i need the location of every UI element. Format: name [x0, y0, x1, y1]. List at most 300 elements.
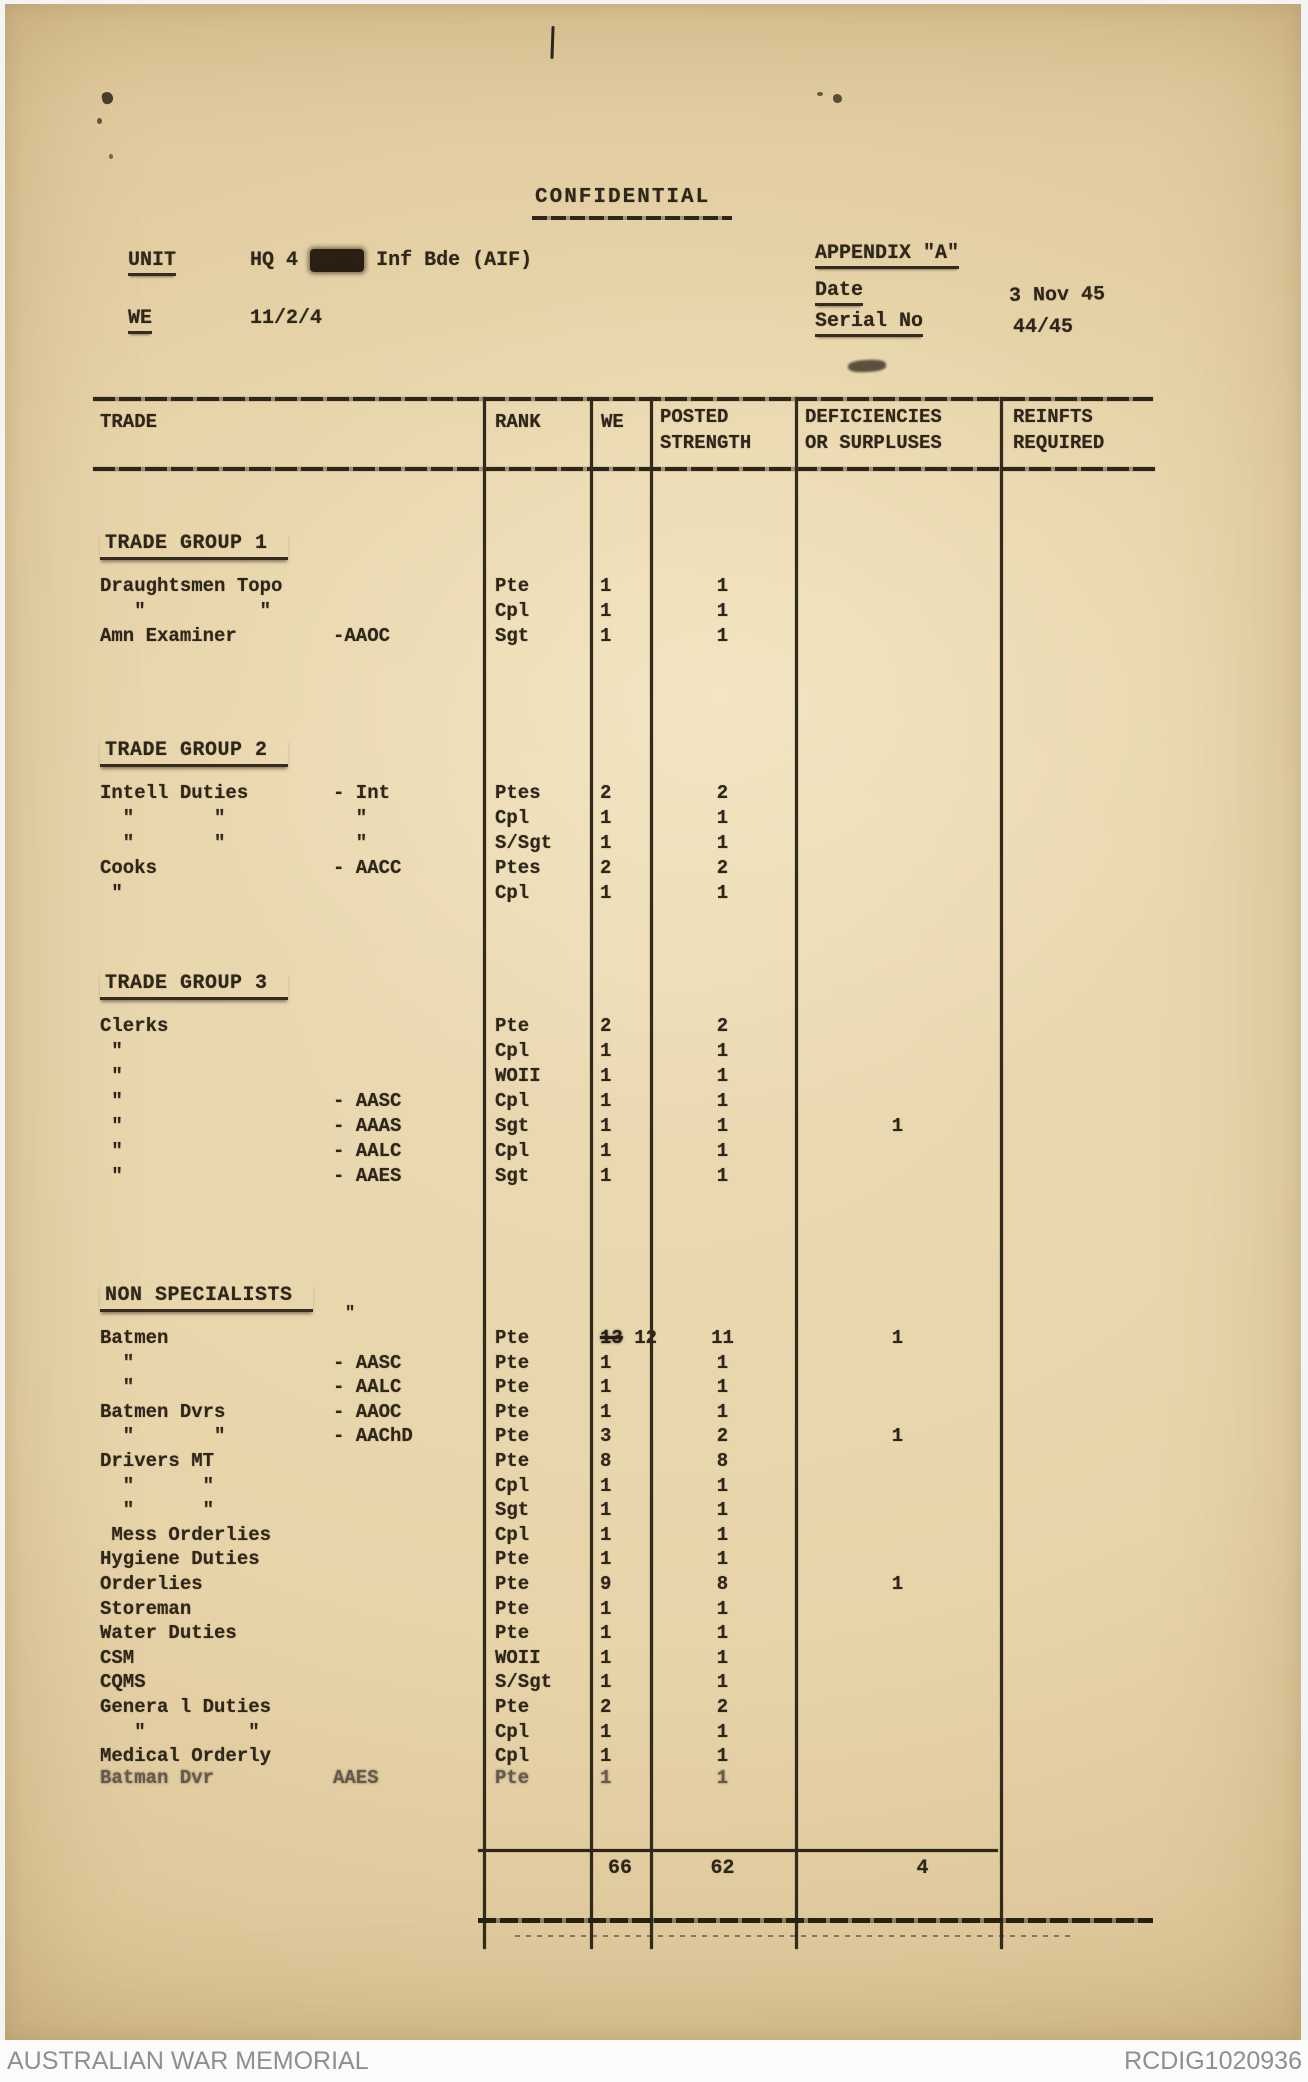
reinforcements-cell	[1000, 781, 1148, 806]
trade-label: Batmen	[100, 1327, 169, 1349]
trade-cell	[95, 1597, 483, 1622]
we-cell	[590, 1400, 650, 1425]
we-cell	[590, 1646, 650, 1671]
posted-strength-cell: 1	[716, 1745, 729, 1768]
trade-label: ″	[100, 882, 123, 904]
rank-cell: WOII	[495, 1646, 541, 1669]
rank-cell: Cpl	[495, 1474, 530, 1497]
trade-cell	[95, 1498, 483, 1523]
we-value: 1	[600, 1597, 612, 1620]
posted-strength-cell: 8	[716, 1449, 729, 1472]
ink-blemish	[97, 118, 102, 124]
deficiency-cell	[795, 1474, 1000, 1499]
we-cell	[590, 1449, 650, 1474]
we-value: 1	[600, 1115, 612, 1137]
we-cell	[590, 1695, 650, 1720]
we-value: 12	[634, 1327, 658, 1349]
rank-cell: Cpl	[495, 1140, 530, 1162]
column-header-trade: TRADE	[100, 411, 158, 433]
table-row	[95, 1400, 1153, 1425]
trade-label: Cooks	[100, 857, 158, 879]
table-row	[95, 1039, 1153, 1064]
trade-label: ″	[100, 1165, 123, 1187]
deficiency-cell	[795, 1695, 1000, 1720]
we-row	[128, 307, 322, 334]
trade-label: ″ ″	[100, 1499, 215, 1522]
trade-label: CSM	[100, 1646, 135, 1669]
we-cell	[590, 624, 650, 649]
deficiency-cell: 1	[891, 1572, 904, 1595]
trade-cell	[95, 1326, 483, 1351]
posted-strength-cell: 1	[716, 600, 729, 622]
reinforcements-cell	[1000, 881, 1148, 906]
reinforcements-cell	[1000, 1597, 1148, 1622]
trade-cell	[95, 1646, 483, 1671]
table-row	[95, 1597, 1153, 1622]
posted-strength-cell: 1	[716, 1720, 729, 1743]
trade-cell	[95, 1400, 483, 1425]
we-value: 1	[600, 600, 612, 622]
trade-cell	[95, 1064, 483, 1089]
corps-label: ″	[333, 807, 368, 829]
we-cell	[590, 1014, 650, 1039]
deficiency-cell	[795, 1547, 1000, 1572]
we-cell	[590, 831, 650, 856]
table-row	[95, 781, 1153, 806]
table-row	[95, 1089, 1153, 1114]
deficiency-cell	[795, 881, 1000, 906]
we-cell	[590, 806, 650, 831]
reinforcements-cell	[1000, 806, 1148, 831]
rank-cell: Cpl	[495, 1745, 530, 1768]
posted-strength-cell: 2	[716, 782, 729, 804]
we-value: 11/2/4	[250, 307, 323, 330]
serial-value: 44/45	[1013, 316, 1074, 339]
trade-label: Medical Orderly	[100, 1745, 272, 1768]
corps-label: -AAOC	[333, 625, 391, 647]
table-row	[95, 1646, 1153, 1671]
corps-label: ″	[333, 832, 368, 854]
table-row	[95, 1621, 1153, 1646]
corps-label: - AAES	[333, 1165, 402, 1187]
table-row	[95, 1720, 1153, 1745]
we-cell	[590, 1498, 650, 1523]
rank-cell: Ptes	[495, 782, 541, 804]
we-value: 1	[600, 1548, 612, 1571]
trade-label: Water Duties	[100, 1622, 237, 1645]
trade-cell	[95, 1523, 483, 1548]
reinforcements-cell	[1000, 1351, 1148, 1376]
corps-label: - AACC	[333, 857, 402, 879]
table-row	[95, 831, 1153, 856]
trade-cell	[95, 1547, 483, 1572]
we-value: 1	[600, 1065, 612, 1087]
ink-blemish	[817, 92, 823, 96]
table-row	[95, 1424, 1153, 1449]
rank-cell: Cpl	[495, 1720, 530, 1743]
posted-strength-cell: 1	[716, 1140, 729, 1162]
rank-cell: Pte	[495, 1572, 530, 1595]
table-row	[95, 599, 1153, 624]
we-cell	[590, 1064, 650, 1089]
rank-cell: Cpl	[495, 600, 530, 622]
deficiency-cell	[795, 1498, 1000, 1523]
rank-cell: Pte	[495, 575, 530, 597]
we-cell	[590, 1572, 650, 1597]
column-header-posted-strength: POSTED STRENGTH	[660, 406, 752, 454]
rank-cell: Pte	[495, 1351, 530, 1374]
posted-strength-cell: 2	[716, 857, 729, 879]
trade-label: ″ ″	[100, 1720, 260, 1743]
we-cell	[590, 1523, 650, 1548]
deficiency-cell	[795, 831, 1000, 856]
we-value: 1	[600, 1351, 612, 1374]
rank-cell: Pte	[495, 1425, 530, 1448]
posted-strength-cell: 1	[716, 1671, 729, 1694]
posted-strength-cell: 1	[716, 1474, 729, 1497]
reinforcements-cell	[1000, 1621, 1148, 1646]
we-cell	[590, 1326, 658, 1351]
trade-label: Drivers MT	[100, 1449, 215, 1472]
we-value: 3	[600, 1425, 612, 1448]
trade-cell	[95, 1424, 483, 1449]
table-row	[95, 1523, 1153, 1548]
trade-group	[95, 972, 1153, 1189]
reinforcements-cell	[1000, 1766, 1148, 1791]
scanned-document-page	[5, 4, 1301, 2040]
reinforcements-cell	[1000, 1375, 1148, 1400]
table-header-border	[93, 467, 1155, 471]
table-row	[95, 1164, 1153, 1189]
we-value: 1	[600, 1376, 612, 1399]
appendix-label: APPENDIX "A"	[815, 242, 959, 269]
table-row	[95, 1670, 1153, 1695]
we-cell	[590, 599, 650, 624]
posted-strength-cell: 1	[716, 1400, 729, 1423]
corps-label: - AASC	[333, 1351, 402, 1374]
trade-cell	[95, 831, 483, 856]
corps-label: - AAChD	[333, 1425, 413, 1448]
posted-strength-cell: 1	[716, 882, 729, 904]
trade-label: ″ ″	[100, 807, 226, 829]
trade-cell	[95, 1164, 483, 1189]
corps-label: - AALC	[333, 1140, 402, 1162]
group-heading: TRADE GROUP 3	[100, 972, 288, 1000]
rank-cell: Ptes	[495, 857, 541, 879]
corps-label: - AAOC	[333, 1400, 402, 1423]
trade-cell	[95, 1670, 483, 1695]
table-row	[95, 624, 1153, 649]
reinforcements-cell	[1000, 1424, 1148, 1449]
we-value: 1	[600, 882, 612, 904]
reinforcements-cell	[1000, 1523, 1148, 1548]
we-value: 2	[600, 857, 612, 879]
deficiency-cell	[795, 1164, 1000, 1189]
trade-label: Storeman	[100, 1597, 192, 1620]
reinforcements-cell	[1000, 599, 1148, 624]
reinforcements-cell	[1000, 1139, 1148, 1164]
group-heading: NON SPECIALISTS	[100, 1284, 313, 1312]
trade-label: CQMS	[100, 1671, 146, 1694]
trade-label: Batmen Dvrs	[100, 1400, 226, 1423]
trade-cell	[95, 1139, 483, 1164]
we-value: 1	[600, 1766, 612, 1789]
trade-label: ″ ″	[100, 832, 226, 854]
we-value: 1	[600, 1165, 612, 1187]
reinforcements-cell	[1000, 1400, 1148, 1425]
reinforcements-cell	[1000, 1449, 1148, 1474]
deficiency-cell	[795, 1646, 1000, 1671]
trade-cell	[95, 1474, 483, 1499]
totals-top-rule	[478, 1849, 998, 1852]
trade-cell	[95, 1572, 483, 1597]
we-value: 1	[600, 1523, 612, 1546]
column-header-reinforcements: REINFTS REQUIRED	[1013, 406, 1105, 454]
reinforcements-cell	[1000, 1014, 1148, 1039]
trade-label: ″	[100, 1351, 135, 1374]
deficiency-cell	[795, 599, 1000, 624]
we-cell	[590, 1351, 650, 1376]
trade-group	[95, 532, 1153, 649]
we-value: 1	[600, 1745, 612, 1768]
we-value: 1	[600, 575, 612, 597]
rank-cell: Sgt	[495, 1115, 530, 1137]
reinforcements-cell	[1000, 1498, 1148, 1523]
strength-table	[95, 397, 1153, 1967]
trade-label: Amn Examiner	[100, 625, 237, 647]
ink-blemish	[833, 94, 842, 103]
rank-cell: Pte	[495, 1327, 530, 1349]
totals-bottom-rule	[478, 1918, 1153, 1923]
column-header-we: WE	[601, 411, 624, 433]
deficiency-cell	[795, 806, 1000, 831]
trade-group	[95, 1284, 1153, 1790]
we-value: 1	[600, 1400, 612, 1423]
archive-reference-id: RCDIG1020936	[1124, 2047, 1302, 2075]
we-value: 8	[600, 1449, 612, 1472]
we-cell	[590, 1547, 650, 1572]
deficiency-cell	[795, 856, 1000, 881]
ink-blemish	[550, 26, 554, 59]
table-row	[95, 1449, 1153, 1474]
trade-cell	[95, 624, 483, 649]
rank-cell: Sgt	[495, 625, 530, 647]
reinforcements-cell	[1000, 856, 1148, 881]
deficiency-cell	[795, 1014, 1000, 1039]
total-we: 66	[607, 1857, 632, 1880]
deficiency-cell	[795, 1139, 1000, 1164]
trade-label: ″	[100, 1090, 123, 1112]
trade-cell	[95, 574, 483, 599]
posted-strength-cell: 2	[716, 1695, 729, 1718]
table-row	[95, 1064, 1153, 1089]
posted-strength-cell: 1	[716, 1597, 729, 1620]
trade-cell	[95, 599, 483, 624]
corps-label: AAES	[333, 1766, 379, 1789]
posted-strength-cell: 1	[716, 1165, 729, 1187]
rank-cell: Pte	[495, 1695, 530, 1718]
posted-strength-cell: 8	[716, 1572, 729, 1595]
posted-strength-cell: 1	[716, 1090, 729, 1112]
deficiency-cell	[795, 1089, 1000, 1114]
table-row	[95, 1326, 1153, 1351]
reinforcements-cell	[1000, 1114, 1148, 1139]
we-value: 1	[600, 1040, 612, 1062]
trade-label: Orderlies	[100, 1572, 203, 1595]
reinforcements-cell	[1000, 1670, 1148, 1695]
rank-cell: Pte	[495, 1449, 530, 1472]
we-cell	[590, 1720, 650, 1745]
posted-strength-cell: 1	[716, 625, 729, 647]
we-value: 1	[600, 1646, 612, 1669]
table-row	[95, 1351, 1153, 1376]
reinforcements-cell	[1000, 1064, 1148, 1089]
redacted-word: Aust	[310, 249, 364, 272]
we-value: 1	[600, 1140, 612, 1162]
total-deficiencies: 4	[916, 1857, 929, 1880]
deficiency-cell	[795, 1766, 1000, 1791]
trade-cell	[95, 1351, 483, 1376]
trade-cell	[95, 1695, 483, 1720]
trade-cell	[95, 1766, 483, 1791]
we-value: 1	[600, 1474, 612, 1497]
table-row	[95, 1498, 1153, 1523]
posted-strength-cell: 11	[711, 1327, 734, 1349]
trade-label: ″	[100, 1040, 123, 1062]
we-value: 1	[600, 625, 612, 647]
rank-cell: Pte	[495, 1376, 530, 1399]
deficiency-cell	[795, 1400, 1000, 1425]
posted-strength-cell: 1	[716, 575, 729, 597]
totals-ghost-rule	[515, 1935, 1075, 1937]
table-row	[95, 1139, 1153, 1164]
table-row	[95, 1474, 1153, 1499]
posted-strength-cell: 1	[716, 832, 729, 854]
trade-cell	[95, 881, 483, 906]
unit-value: HQ 4 Aust Inf Bde (AIF)	[250, 249, 533, 272]
posted-strength-cell: 1	[716, 1622, 729, 1645]
deficiency-cell	[795, 781, 1000, 806]
table-row	[95, 1547, 1153, 1572]
unit-row	[128, 249, 532, 276]
trade-label: ″	[100, 1376, 135, 1399]
we-cell	[590, 1424, 650, 1449]
group-heading: TRADE GROUP 1	[100, 532, 288, 560]
we-cell	[590, 1474, 650, 1499]
trade-cell	[95, 806, 483, 831]
table-row	[95, 1572, 1153, 1597]
deficiency-cell: 1	[891, 1425, 904, 1448]
deficiency-cell	[795, 1351, 1000, 1376]
trade-cell	[95, 1039, 483, 1064]
corps-label: - AAAS	[333, 1115, 402, 1137]
reinforcements-cell	[1000, 624, 1148, 649]
posted-strength-cell: 1	[716, 1646, 729, 1669]
we-cell	[590, 1597, 650, 1622]
deficiency-cell	[795, 1621, 1000, 1646]
rank-cell: Sgt	[495, 1165, 530, 1187]
trade-label: Hygiene Duties	[100, 1548, 260, 1571]
reinforcements-cell	[1000, 1326, 1148, 1351]
ink-blemish	[101, 91, 114, 105]
date-label: Date	[815, 279, 863, 306]
posted-strength-cell: 1	[716, 1040, 729, 1062]
trade-label: ″ ″	[100, 600, 272, 622]
posted-strength-cell: 2	[716, 1425, 729, 1448]
trade-cell	[95, 781, 483, 806]
we-cell	[590, 856, 650, 881]
trade-label: Intell Duties	[100, 782, 249, 804]
posted-strength-cell: 1	[716, 1065, 729, 1087]
trade-label: Draughtsmen Topo	[100, 575, 283, 597]
trade-cell	[95, 1720, 483, 1745]
we-value: 2	[600, 1695, 612, 1718]
corps-label: - AALC	[333, 1376, 402, 1399]
trade-label: Batman Dvr	[100, 1766, 215, 1789]
table-row	[95, 881, 1153, 906]
we-cell	[590, 1621, 650, 1646]
we-cell	[590, 1089, 650, 1114]
we-value: 1	[600, 832, 612, 854]
rank-cell: Pte	[495, 1622, 530, 1645]
rank-cell: Pte	[495, 1597, 530, 1620]
deficiency-cell	[795, 1449, 1000, 1474]
we-value: 1	[600, 1499, 612, 1522]
we-value: 1	[600, 1090, 612, 1112]
reinforcements-cell	[1000, 831, 1148, 856]
rank-cell: S/Sgt	[495, 832, 553, 854]
deficiency-cell	[795, 1375, 1000, 1400]
we-cell	[590, 1670, 650, 1695]
trade-label: ″	[100, 1115, 123, 1137]
deficiency-cell	[795, 1720, 1000, 1745]
reinforcements-cell	[1000, 1039, 1148, 1064]
deficiency-cell	[795, 624, 1000, 649]
classification-underline	[532, 216, 732, 220]
table-row	[95, 1766, 1153, 1791]
reinforcements-cell	[1000, 1547, 1148, 1572]
rank-cell: Cpl	[495, 1040, 530, 1062]
rank-cell: Pte	[495, 1400, 530, 1423]
ink-blemish	[109, 154, 113, 159]
posted-strength-cell: 1	[716, 1351, 729, 1374]
trade-cell	[95, 1014, 483, 1039]
corps-label: - Int	[333, 782, 391, 804]
rank-cell: Cpl	[495, 1523, 530, 1546]
we-value: 9	[600, 1572, 612, 1595]
trade-cell	[95, 1375, 483, 1400]
total-posted-strength: 62	[710, 1857, 735, 1880]
reinforcements-cell	[1000, 1164, 1148, 1189]
deficiency-cell	[795, 1670, 1000, 1695]
posted-strength-cell: 1	[716, 807, 729, 829]
column-header-deficiencies: DEFICIENCIES OR SURPLUSES	[805, 406, 942, 454]
rank-cell: Cpl	[495, 1090, 530, 1112]
we-label: WE	[128, 307, 152, 334]
posted-strength-cell: 1	[716, 1376, 729, 1399]
deficiency-cell: 1	[891, 1115, 904, 1137]
rank-cell: Pte	[495, 1015, 530, 1037]
trade-cell	[95, 1449, 483, 1474]
we-value: 1	[600, 807, 612, 829]
deficiency-cell	[795, 1064, 1000, 1089]
table-row	[95, 1375, 1153, 1400]
trade-cell	[95, 1089, 483, 1114]
posted-strength-cell: 1	[716, 1766, 729, 1789]
trade-label: ″ ″	[100, 1425, 226, 1448]
we-value: 2	[600, 782, 612, 804]
we-value: 1	[600, 1671, 612, 1694]
